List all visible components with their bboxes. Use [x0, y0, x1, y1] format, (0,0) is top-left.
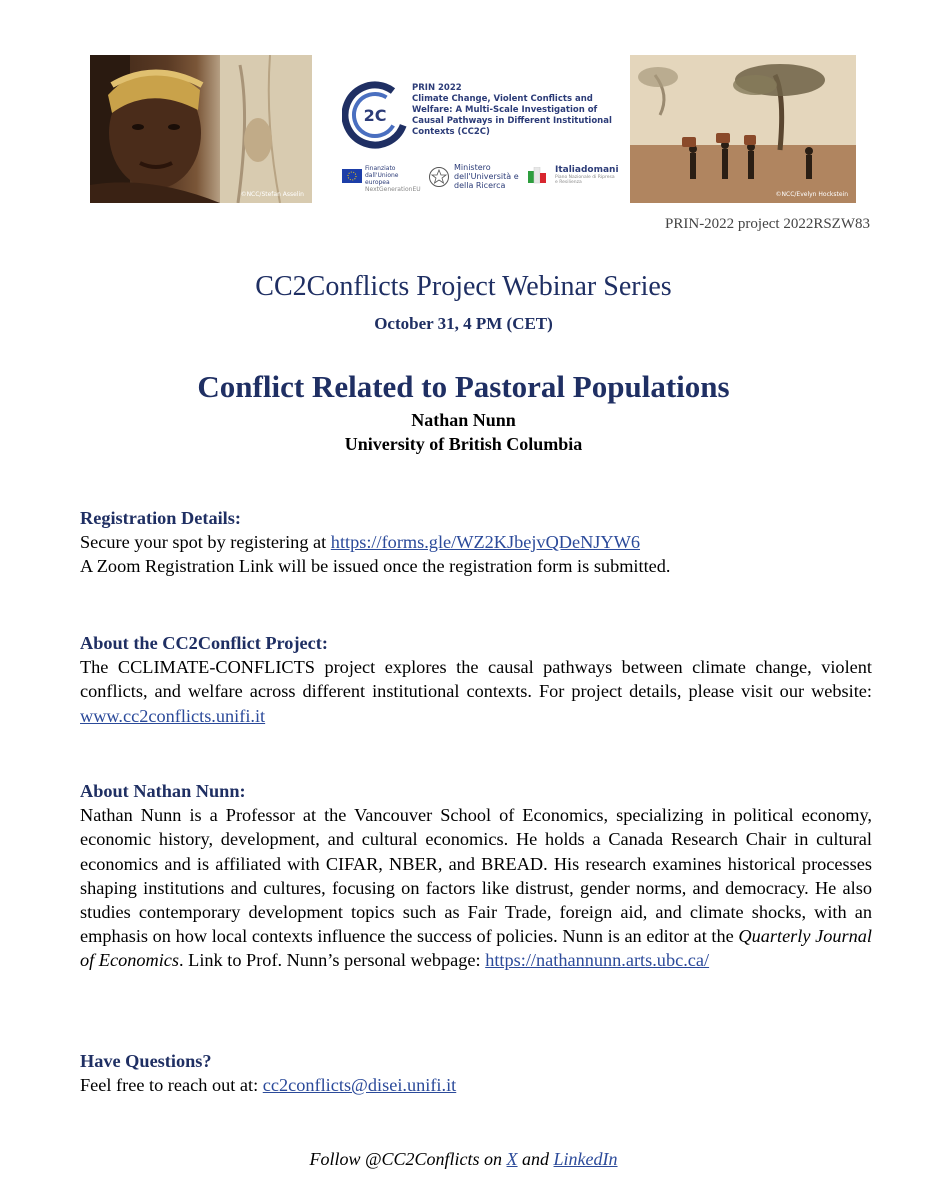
funder-mur: Ministero dell'Università e della Ricerca	[454, 163, 519, 190]
cc2c-ring-logo-icon	[342, 77, 412, 157]
talk-title: Conflict Related to Pastoral Populations	[197, 369, 730, 404]
italian-republic-emblem-icon	[428, 166, 450, 188]
prin-label: PRIN 2022	[412, 83, 462, 93]
project-heading: About the CC2Conflict Project:	[80, 633, 328, 653]
header-photo-woman	[90, 55, 312, 203]
registration-line: Secure your spot by registering at https://forms.gle/WZ2KJbejvQDeNJYW6	[80, 532, 641, 553]
eu-flag-icon	[342, 169, 362, 183]
project-logo-text	[412, 83, 622, 138]
project-website-link[interactable]: www.cc2conflicts.unifi.it	[80, 705, 266, 726]
project-section	[80, 631, 872, 728]
webinar-series-title: CC2Conflicts Project Webinar Series	[255, 271, 672, 302]
people-carrying-water-image	[630, 55, 856, 203]
speaker-bio-text: Nathan Nunn is a Professor at the Vancouver School of Economics, specializing in political economy, economic history, development, and cultural economics. He holds a Canada Research Chair in cultural economics and is affiliated with CIFAR, NBER, and BREAD. His research examines historical processes shaping institutions and cultures, focusing on factors like distrust, gender norms, and democracy. He also studies contemporary development topics such as Fair Trade, foreign aid, and climate shocks, with an emphasis on how local contexts influence the success of policies. Nunn is an editor at the Quarterly Journal of Economics. Link to Prof. Nunn’s personal webpage: https://nathannunn.arts.ubc.ca/	[80, 805, 872, 971]
social-footer: Follow @CC2Conflicts on X and LinkedIn	[309, 1149, 618, 1169]
questions-heading: Have Questions?	[80, 1051, 212, 1071]
journal-name: Quarterly Journal of Economics	[80, 926, 872, 971]
cc2c-logo-block	[342, 77, 617, 202]
speaker-webpage-link[interactable]: https://nathannunn.arts.ubc.ca/	[485, 950, 710, 971]
photo-credit-left: ©NCC/Stefan Asselin	[240, 191, 304, 198]
header-photo-water-carriers	[630, 55, 856, 203]
project-full-title: Climate Change, Violent Conflicts and Welfare: A Multi-Scale Investigation of Causal Pathways in Different Institutional Contexts (CC2C)	[412, 94, 612, 137]
project-description: The CCLIMATE-CONFLICTS project explores the causal pathways between climate change, violent conflicts, and welfare across different institutional contexts. For project details, please visit our website: www.cc2conflicts.unifi.it	[80, 657, 872, 726]
speaker-bio-heading: About Nathan Nunn:	[80, 781, 246, 801]
x-link[interactable]: X	[506, 1149, 518, 1169]
woman-portrait-image	[90, 55, 312, 203]
registration-heading: Registration Details:	[80, 508, 241, 528]
linkedin-link[interactable]: LinkedIn	[553, 1149, 618, 1169]
project-code: PRIN-2022 project 2022RSZW83	[665, 216, 870, 232]
photo-credit-right: ©NCC/Evelyn Hockstein	[775, 191, 848, 198]
registration-section	[80, 506, 872, 579]
speaker-name: Nathan Nunn	[411, 410, 516, 430]
event-date: October 31, 4 PM (CET)	[374, 314, 553, 333]
funder-eu: Finanziato dall'Unione europea NextGenerationEU	[365, 165, 421, 193]
contact-email-link[interactable]: cc2conflicts@disei.unifi.it	[262, 1075, 457, 1096]
speaker-affiliation: University of British Columbia	[344, 434, 583, 454]
zoom-note: A Zoom Registration Link will be issued once the registration form is submitted.	[80, 556, 671, 577]
registration-form-link[interactable]: https://forms.gle/WZ2KJbejvQDeNJYW6	[330, 532, 641, 553]
questions-section	[80, 1049, 872, 1097]
italiadomani-logo-icon	[528, 167, 552, 185]
speaker-bio-section	[80, 779, 872, 973]
funder-italiadomani: Italiadomani Piano Nazionale di Ripresa e Resilienza	[555, 165, 619, 185]
questions-line: Feel free to reach out at: cc2conflicts@disei.unifi.it	[80, 1075, 457, 1096]
logo-mark-text: 2C	[363, 106, 387, 125]
